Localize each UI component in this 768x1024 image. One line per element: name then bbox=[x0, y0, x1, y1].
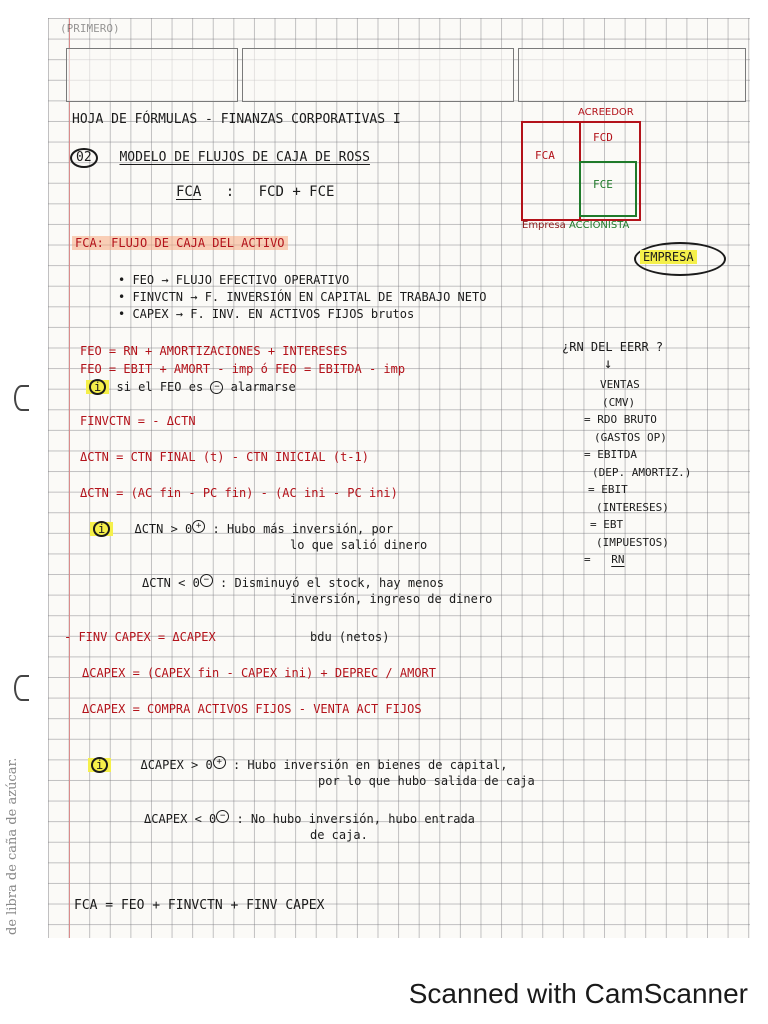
err-list bbox=[584, 376, 691, 569]
info-icon: i bbox=[88, 758, 111, 772]
dctn-formula-1: ΔCTN = CTN FINAL (t) - CTN INICIAL (t-1) bbox=[80, 450, 369, 464]
err-arrow: ↓ bbox=[604, 356, 613, 372]
section-heading bbox=[70, 148, 370, 168]
header-box-right bbox=[518, 48, 746, 102]
list-item: • FEO → FLUJO EFECTIVO OPERATIVO bbox=[118, 273, 350, 287]
camscanner-footer: Scanned with CamScanner bbox=[408, 978, 748, 1009]
diagram-fca: FCA bbox=[535, 149, 555, 162]
binder-ring-icon bbox=[14, 675, 29, 701]
fca-definition: FCA: FLUJO DE CAJA DEL ACTIVO bbox=[72, 236, 288, 250]
header-box-middle bbox=[242, 48, 514, 102]
diagram-fcd: FCD bbox=[593, 131, 613, 144]
info-icon: i bbox=[86, 380, 109, 394]
list-item: VENTAS bbox=[600, 378, 640, 391]
capex-negative: ΔCAPEX < 0 − : No hubo inversión, hubo entrada bbox=[144, 811, 475, 826]
list-item: = RN bbox=[584, 553, 625, 566]
list-item: • CAPEX → F. INV. EN ACTIVOS FIJOS brutos bbox=[118, 307, 415, 321]
diagram-accionista: ACCIONISTA bbox=[568, 220, 630, 231]
finvctn-formula: FINVCTN = - ΔCTN bbox=[80, 414, 196, 428]
dctn-formula-2: ΔCTN = (AC fin - PC fin) - (AC ini - PC ini) bbox=[80, 486, 398, 500]
err-question: ¿RN DEL EERR ? bbox=[562, 340, 664, 354]
list-item: (INTERESES) bbox=[596, 500, 669, 514]
dcapex-formula-2: ΔCAPEX = COMPRA ACTIVOS FIJOS - VENTA ACT FIJOS bbox=[82, 702, 422, 716]
plus-sign-icon: + bbox=[192, 520, 205, 533]
dctn-positive: i ΔCTN > 0 + : Hubo más inversión, por bbox=[90, 520, 393, 537]
list-item: (DEP. AMORTIZ.) bbox=[592, 465, 692, 479]
info-icon: i bbox=[90, 522, 113, 536]
diagram-fce: FCE bbox=[593, 178, 613, 191]
empresa-tag: EMPRESA bbox=[640, 250, 697, 264]
list-item: = EBT bbox=[590, 518, 624, 531]
diagram-labels bbox=[522, 220, 629, 231]
fca-eq-rhs: FCD + FCE bbox=[258, 184, 335, 200]
fca-eq-sign: : bbox=[225, 184, 235, 200]
feo-formula-2: FEO = EBIT + AMORT - imp ó FEO = EBITDA - imp bbox=[80, 362, 406, 376]
bullet-list bbox=[118, 272, 486, 323]
feo-formula-1: FEO = RN + AMORTIZACIONES + INTERESES bbox=[80, 344, 348, 358]
dctn-negative: ΔCTN < 0 − : Disminuyó el stock, hay menos bbox=[142, 575, 444, 590]
minus-sign-icon: − bbox=[210, 381, 223, 394]
list-item: • FINVCTN → F. INVERSIÓN EN CAPITAL DE TRABAJO NETO bbox=[118, 290, 487, 304]
diagram-empresa: Empresa bbox=[522, 220, 566, 231]
fca-equation bbox=[176, 184, 334, 200]
capex-positive: i ΔCAPEX > 0 + : Hubo inversión en bienes de capital, bbox=[88, 756, 508, 773]
minus-sign-icon: − bbox=[216, 810, 229, 823]
feo-note: i si el FEO es − alarmarse bbox=[86, 379, 296, 395]
binder-ring-icon bbox=[14, 385, 29, 411]
dctn-negative-cont: inversión, ingreso de dinero bbox=[290, 592, 493, 606]
list-item: = EBITDA bbox=[584, 448, 637, 461]
capex-negative-cont: de caja. bbox=[310, 828, 368, 842]
header-top-left: (PRIMERO) bbox=[60, 22, 120, 35]
section-title: MODELO DE FLUJOS DE CAJA DE ROSS bbox=[119, 150, 370, 165]
dcapex-formula-1: ΔCAPEX = (CAPEX fin - CAPEX ini) + DEPREC / AMORT bbox=[82, 666, 437, 680]
dctn-positive-cont: lo que salió dinero bbox=[290, 538, 428, 552]
bdu-note: bdu (netos) bbox=[310, 630, 390, 644]
list-item: = RDO BRUTO bbox=[584, 413, 657, 426]
plus-sign-icon: + bbox=[213, 756, 226, 769]
header-box-left bbox=[66, 48, 238, 102]
list-item: (CMV) bbox=[602, 395, 636, 409]
page-title: HOJA DE FÓRMULAS - FINANZAS CORPORATIVAS I bbox=[72, 112, 401, 127]
minus-sign-icon: − bbox=[200, 574, 213, 587]
list-item: (GASTOS OP) bbox=[594, 430, 667, 444]
notebook-page bbox=[48, 18, 750, 938]
finvcapex-formula: - FINV CAPEX = ΔCAPEX bbox=[64, 630, 216, 644]
section-number: 02 bbox=[70, 148, 98, 168]
fca-eq-lhs: FCA bbox=[176, 184, 202, 200]
list-item: = EBIT bbox=[588, 483, 628, 496]
list-item: (IMPUESTOS) bbox=[596, 535, 669, 549]
err-final: RN bbox=[611, 553, 625, 566]
capex-positive-cont: por lo que hubo salida de caja bbox=[318, 774, 535, 788]
diagram-acreedor: ACREEDOR bbox=[578, 107, 634, 118]
fca-diagram bbox=[521, 121, 641, 221]
side-watermark: de libra de caña de azúcar. bbox=[5, 757, 20, 935]
fca-final-formula: FCA = FEO + FINVCTN + FINV CAPEX bbox=[74, 898, 325, 913]
